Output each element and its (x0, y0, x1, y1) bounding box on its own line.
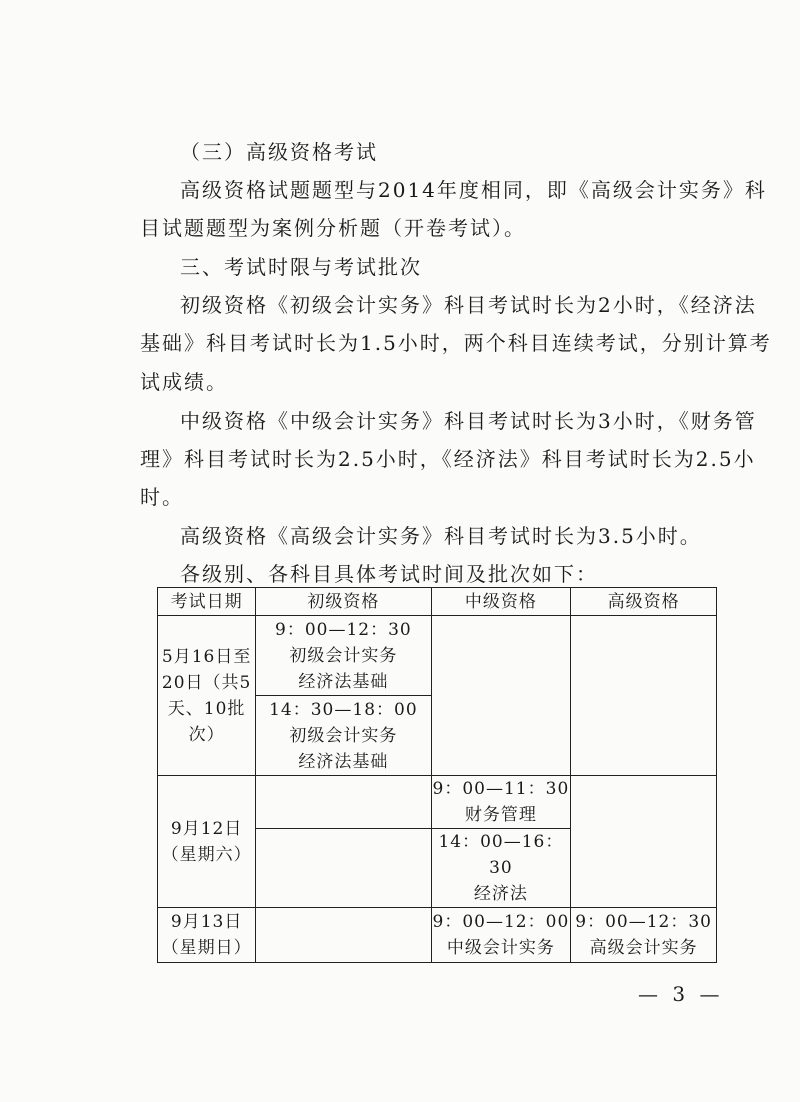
paragraph-line: 基础》科目考试时长为1.5小时，两个科目连续考试，分别计算考 (140, 331, 772, 355)
table-row (158, 616, 717, 696)
table-row (158, 908, 717, 963)
paragraph-line: 目试题题型为案例分析题（开卷考试）。 (140, 216, 526, 240)
paragraph-line: 中级资格《中级会计实务》科目考试时长为3小时，《财务管 (180, 409, 757, 433)
junior-batch-cell: 14：30—18：00 初级会计实务 经济法基础 (256, 696, 431, 776)
empty-cell (256, 829, 431, 908)
header-cell: 初级资格 (256, 588, 431, 616)
empty-cell (431, 616, 571, 776)
mid-batch-cell: 9：00—12：00 中级会计实务 (431, 908, 571, 963)
mid-batch-cell: 14：00—16：30 经济法 (431, 829, 571, 908)
empty-cell (571, 616, 717, 776)
table-row (158, 776, 717, 829)
section-heading: （三）高级资格考试 (180, 140, 378, 164)
paragraph-line: 各级别、各科目具体考试时间及批次如下： (180, 562, 598, 586)
page-number: — 3 — (638, 982, 724, 1006)
header-cell: 高级资格 (571, 588, 717, 616)
paragraph-line: 理》科目考试时长为2.5小时，《经济法》科目考试时长为2.5小 (140, 447, 756, 471)
date-cell: 5月16日至 20日（共5 天、10批 次） (158, 616, 256, 776)
paragraph-line: 高级资格《高级会计实务》科目考试时长为3.5小时。 (180, 524, 702, 548)
paragraph-line: 高级资格试题题型与2014年度相同，即《高级会计实务》科 (180, 178, 767, 202)
date-cell: 9月12日 （星期六） (158, 776, 256, 908)
paragraph-line: 试成绩。 (140, 370, 228, 394)
junior-batch-cell: 9：00—12：30 初级会计实务 经济法基础 (256, 616, 431, 696)
table-header-row (158, 588, 717, 616)
paragraph-line: 初级资格《初级会计实务》科目考试时长为2小时，《经济法 (180, 293, 757, 317)
mid-batch-cell: 9：00—11：30 财务管理 (431, 776, 571, 829)
empty-cell (256, 908, 431, 963)
header-cell: 中级资格 (431, 588, 571, 616)
exam-schedule-table (157, 587, 717, 963)
senior-batch-cell: 9：00—12：30 高级会计实务 (571, 908, 717, 963)
date-cell: 9月13日 （星期日） (158, 908, 256, 963)
empty-cell (571, 776, 717, 908)
paragraph-line: 时。 (140, 485, 184, 509)
empty-cell (256, 776, 431, 829)
header-cell: 考试日期 (158, 588, 256, 616)
section-heading-three: 三、考试时限与考试批次 (180, 255, 422, 279)
